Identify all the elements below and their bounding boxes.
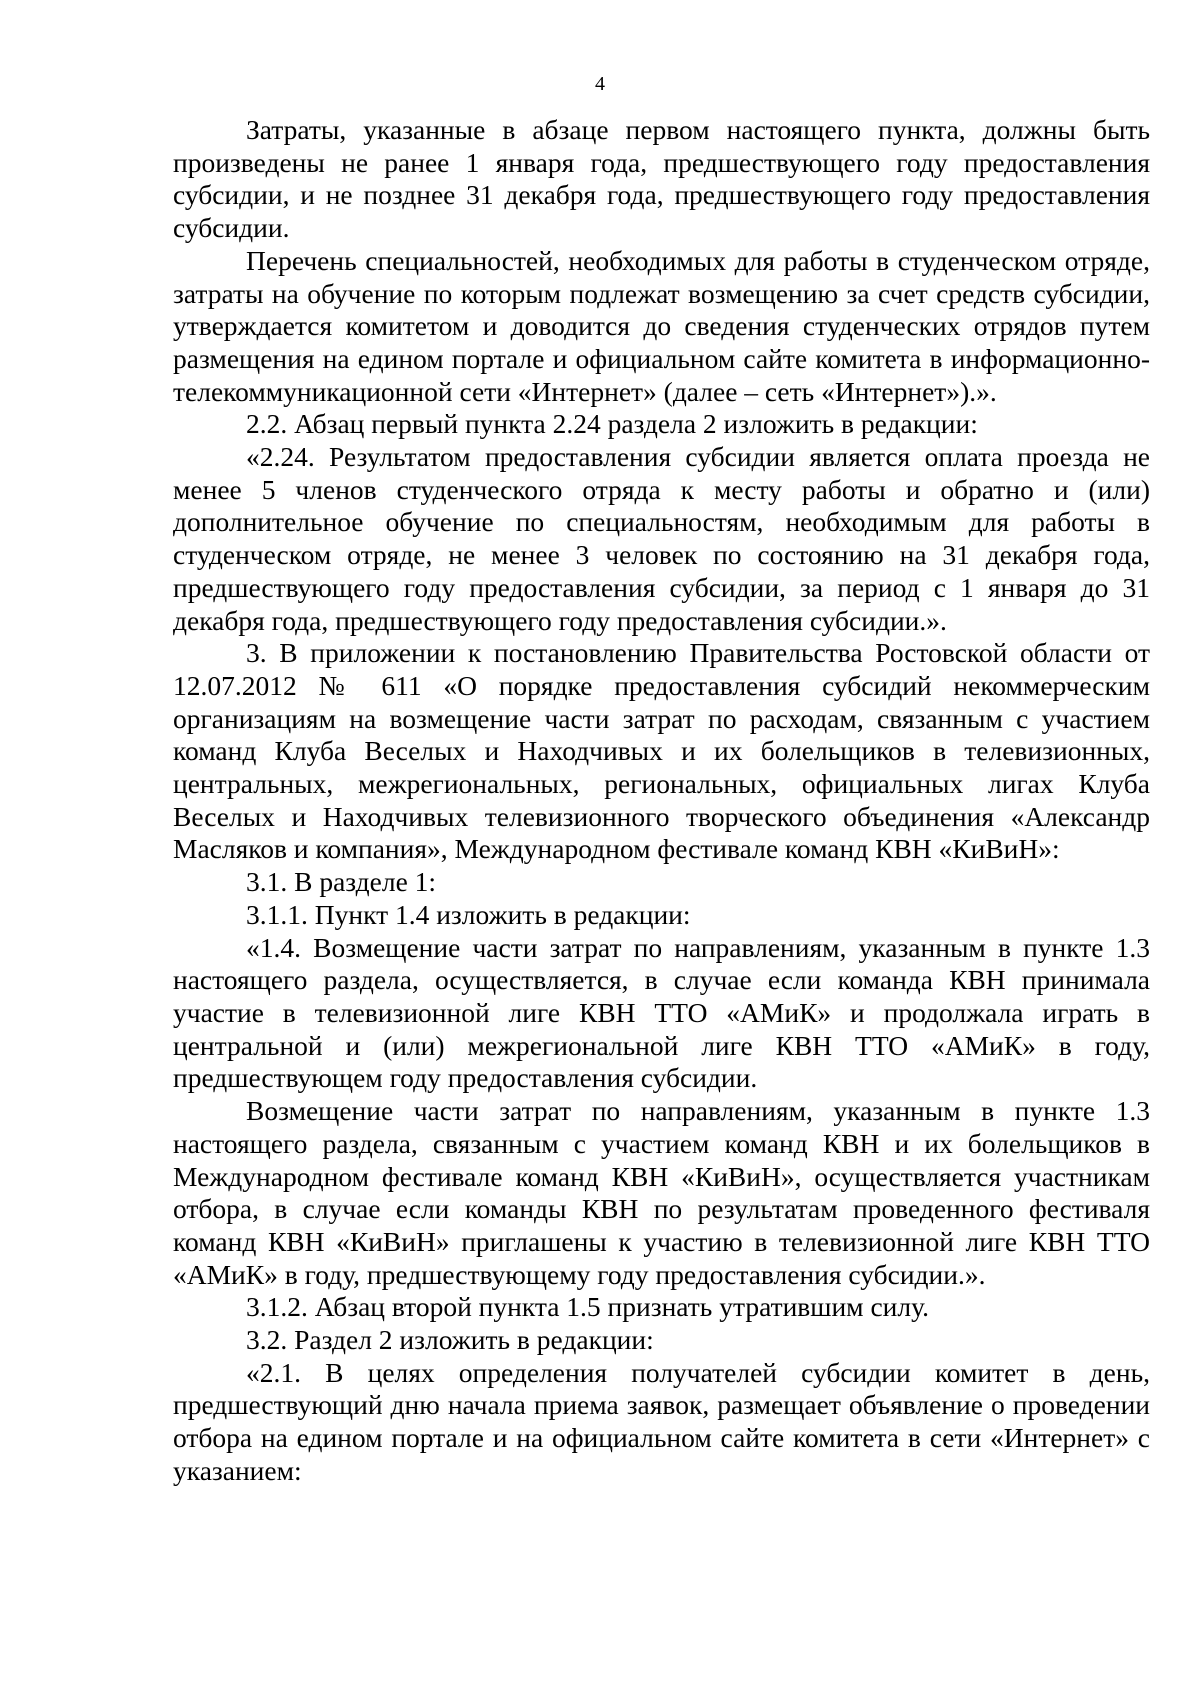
paragraph: Возмещение части затрат по направлениям, указанным в пункте 1.3 настоящего раздела, связанным с участием команд КВН и их болельщиков в Международном фестивале команд КВН «КиВиН», осуществляется участникам отбора, в случае если команды КВН по результатам проведенного фестиваля команд КВН «КиВиН» приглашены к участию в телевизионной лиге КВН ТТО «АМиК» в году, предшествующему году предоставления субсидии.». [173, 1095, 1150, 1290]
paragraph: «2.24. Результатом предоставления субсидии является оплата проезда не менее 5 членов студенческого отряда к месту работы и обратно и (или) дополнительное обучение по специальностям, необходимым для работы в студенческом отряде, не менее 3 человек по состоянию на 31 декабря года, предшествующего году предоставления субсидии, за период с 1 января до 31 декабря года, предшествующего году предоставления субсидии.». [173, 441, 1150, 636]
paragraph: 2.2. Абзац первый пункта 2.24 раздела 2 изложить в редакции: [246, 408, 978, 440]
paragraph: 3.2. Раздел 2 изложить в редакции: [246, 1324, 654, 1356]
paragraph: Перечень специальностей, необходимых для работы в студенческом отряде, затраты на обучение по которым подлежат возмещению за счет средств субсидии, утверждается комитетом и доводится до сведения студенческих отрядов путем размещения на едином портале и официальном сайте комитета в информационно-телекоммуникационной сети «Интернет» (далее – сеть «Интернет»).». [173, 244, 1150, 407]
paragraph: 3. В приложении к постановлению Правительства Ростовской области от 12.07.2012 № 611 «О порядке предоставления субсидий некоммерческим организациям на возмещение части затрат по расходам, связанным с участием команд Клуба Веселых и Находчивых и их болельщиков в телевизионных, центральных, межрегиональных, региональных, официальных лигах Клуба Веселых и Находчивых телевизионного творческого объединения «Александр Масляков и компания», Международном фестивале команд КВН «КиВиН»: [173, 637, 1150, 865]
document-body [173, 114, 1150, 1488]
paragraph: «1.4. Возмещение части затрат по направлениям, указанным в пункте 1.3 настоящего раздела, осуществляется, в случае если команда КВН принимала участие в телевизионной лиге КВН ТТО «АМиК» и продолжала играть в центральной и (или) межрегиональной лиге КВН ТТО «АМиК» в году, предшествующем году предоставления субсидии. [173, 931, 1150, 1094]
paragraph: Затраты, указанные в абзаце первом настоящего пункта, должны быть произведены не ранее 1 января года, предшествующего году предоставления субсидии, и не позднее 31 декабря года, предшествующего году предоставления субсидии. [173, 114, 1150, 244]
paragraph: «2.1. В целях определения получателей субсидии комитет в день, предшествующий дню начала приема заявок, размещает объявление о проведении отбора на едином портале и на официальном сайте комитета в сети «Интернет» с указанием: [173, 1356, 1150, 1486]
paragraph: 3.1.1. Пункт 1.4 изложить в редакции: [246, 898, 691, 930]
paragraph: 3.1.2. Абзац второй пункта 1.5 признать утратившим силу. [246, 1291, 929, 1323]
page-number: 4 [595, 73, 605, 95]
paragraph: 3.1. В разделе 1: [246, 866, 437, 898]
